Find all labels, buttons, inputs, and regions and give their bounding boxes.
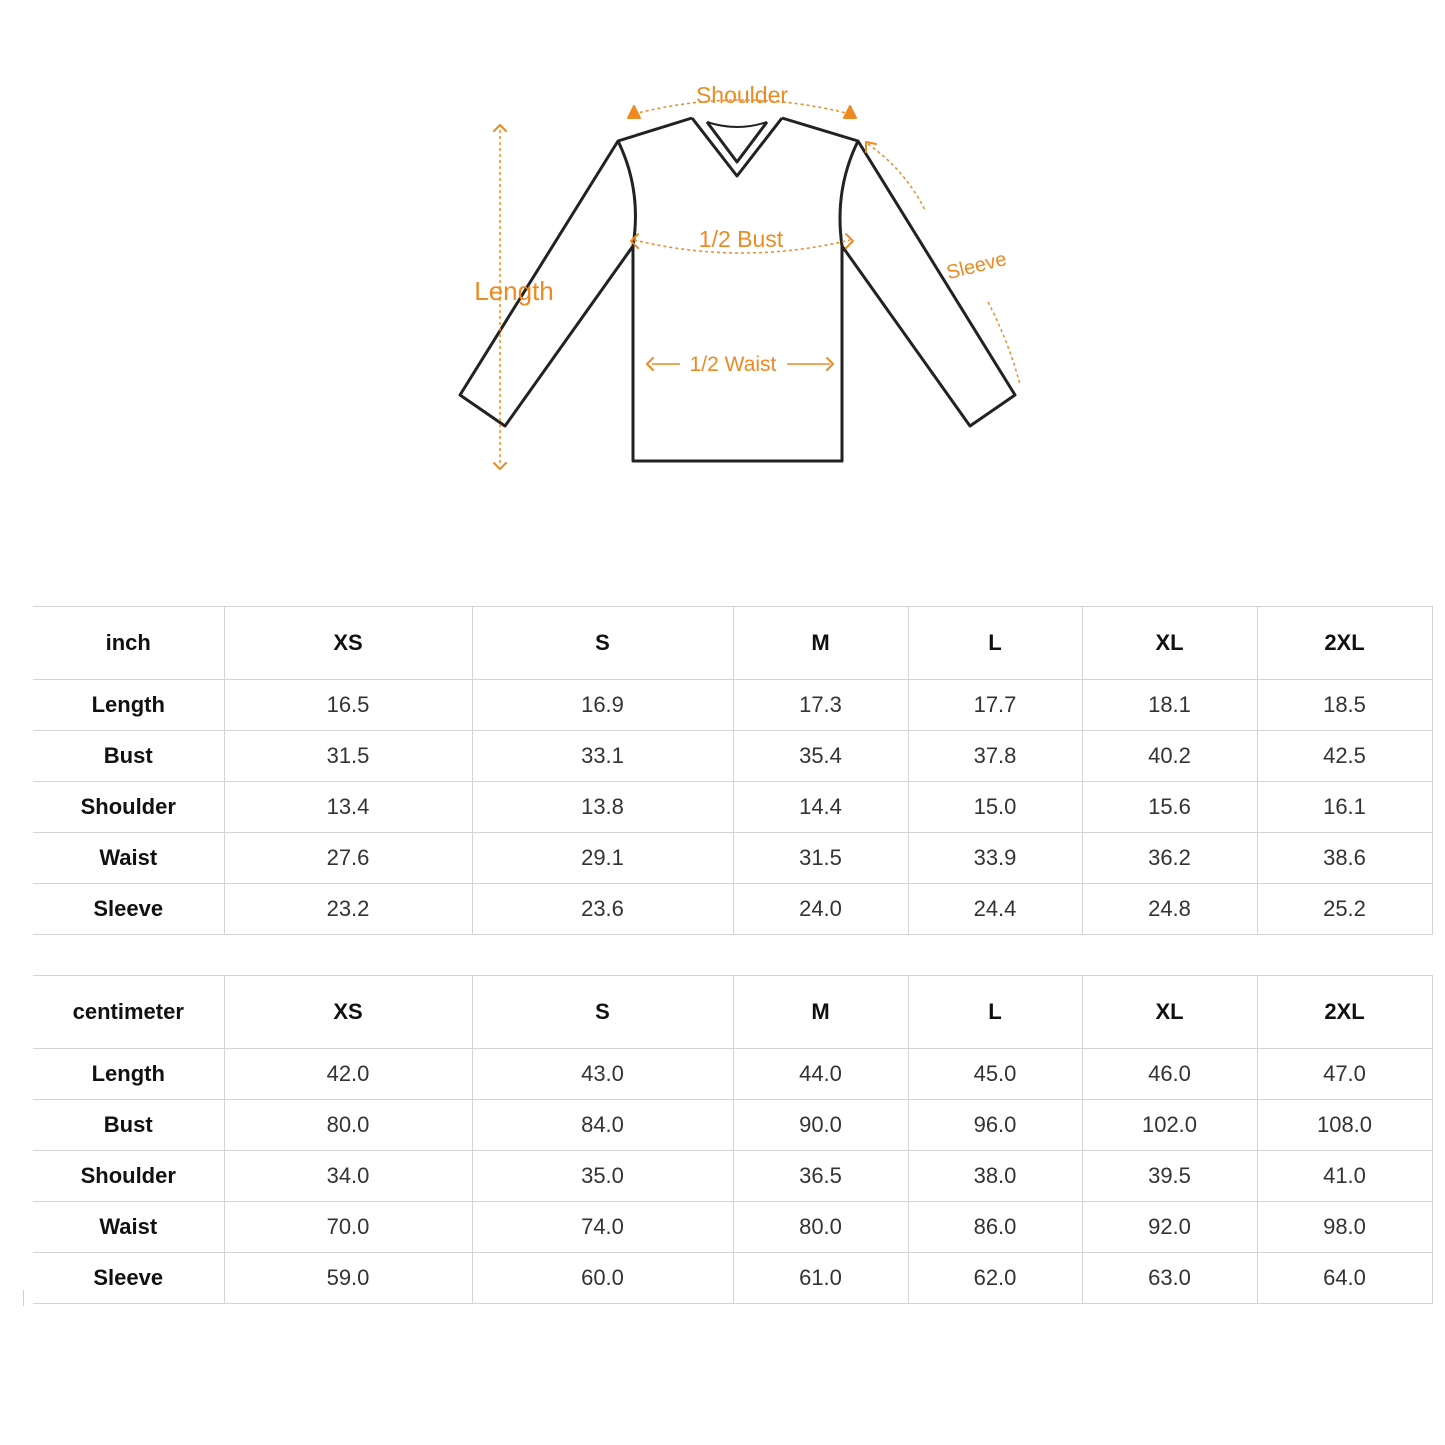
size-header: M	[733, 607, 908, 680]
table-cell: 31.5	[224, 731, 472, 782]
table-cell: 44.0	[733, 1049, 908, 1100]
label-sleeve: Sleeve	[944, 248, 1009, 285]
table-cell: 36.2	[1082, 833, 1257, 884]
table-cell: 34.0	[224, 1151, 472, 1202]
table-cell: 13.4	[224, 782, 472, 833]
table-row	[33, 1151, 1432, 1202]
shoulder-arrow-right-icon	[844, 106, 856, 118]
size-header: M	[733, 976, 908, 1049]
row-label: Sleeve	[33, 884, 224, 935]
table-cell: 25.2	[1257, 884, 1432, 935]
table-row	[33, 1202, 1432, 1253]
table-cell: 38.6	[1257, 833, 1432, 884]
label-half-bust: 1/2 Bust	[698, 226, 784, 252]
table-cell: 24.4	[908, 884, 1082, 935]
table-header-row	[33, 607, 1432, 680]
table-cell: 18.1	[1082, 680, 1257, 731]
length-arrow-down-icon	[494, 463, 506, 469]
table-header-row	[33, 976, 1432, 1049]
table-cell: 80.0	[224, 1100, 472, 1151]
size-header: XL	[1082, 607, 1257, 680]
table-cell: 70.0	[224, 1202, 472, 1253]
table-row	[33, 731, 1432, 782]
size-header: 2XL	[1257, 976, 1432, 1049]
size-header: S	[472, 976, 733, 1049]
table-cell: 23.6	[472, 884, 733, 935]
size-header: L	[908, 607, 1082, 680]
table-cell: 33.1	[472, 731, 733, 782]
table-cell: 45.0	[908, 1049, 1082, 1100]
table-cell: 16.9	[472, 680, 733, 731]
table-cell: 16.1	[1257, 782, 1432, 833]
table-cell: 42.0	[224, 1049, 472, 1100]
table-cell: 35.0	[472, 1151, 733, 1202]
row-label: Sleeve	[33, 1253, 224, 1304]
table-cell: 13.8	[472, 782, 733, 833]
table-row	[33, 1100, 1432, 1151]
table-cell: 90.0	[733, 1100, 908, 1151]
table-cell: 96.0	[908, 1100, 1082, 1151]
table-cell: 61.0	[733, 1253, 908, 1304]
table-row	[33, 833, 1432, 884]
table-cell: 33.9	[908, 833, 1082, 884]
table-cell: 17.7	[908, 680, 1082, 731]
table-cell: 42.5	[1257, 731, 1432, 782]
size-header: XL	[1082, 976, 1257, 1049]
bust-arrow-right-icon	[846, 234, 853, 248]
table-cell: 46.0	[1082, 1049, 1257, 1100]
garment-diagram	[0, 0, 1445, 560]
table-row	[33, 782, 1432, 833]
table-row	[33, 1049, 1432, 1100]
table-edge-divider	[23, 1290, 24, 1306]
table-cell: 31.5	[733, 833, 908, 884]
table-cell: 16.5	[224, 680, 472, 731]
row-label: Length	[33, 680, 224, 731]
row-label: Waist	[33, 1202, 224, 1253]
size-header: 2XL	[1257, 607, 1432, 680]
table-cell: 27.6	[224, 833, 472, 884]
row-label: Bust	[33, 731, 224, 782]
measurement-guides	[500, 100, 1020, 466]
table-cell: 17.3	[733, 680, 908, 731]
table-cell: 108.0	[1257, 1100, 1432, 1151]
unit-header: inch	[33, 607, 224, 680]
row-label: Shoulder	[33, 1151, 224, 1202]
table-cell: 15.6	[1082, 782, 1257, 833]
table-cell: 18.5	[1257, 680, 1432, 731]
label-shoulder: Shoulder	[695, 82, 789, 108]
table-cell: 63.0	[1082, 1253, 1257, 1304]
table-cell: 35.4	[733, 731, 908, 782]
table-cell: 102.0	[1082, 1100, 1257, 1151]
table-cell: 84.0	[472, 1100, 733, 1151]
table-cell: 60.0	[472, 1253, 733, 1304]
collar-back	[707, 122, 767, 127]
size-table-centimeter	[33, 975, 1433, 1304]
table-cell: 23.2	[224, 884, 472, 935]
table-cell: 15.0	[908, 782, 1082, 833]
label-length: Length	[474, 276, 554, 306]
row-label: Bust	[33, 1100, 224, 1151]
right-armhole	[840, 141, 858, 246]
table-cell: 29.1	[472, 833, 733, 884]
table-cell: 41.0	[1257, 1151, 1432, 1202]
sleeve-guide-line-top	[868, 144, 925, 210]
table-cell: 86.0	[908, 1202, 1082, 1253]
table-cell: 47.0	[1257, 1049, 1432, 1100]
row-label: Waist	[33, 833, 224, 884]
left-armhole	[618, 141, 635, 246]
row-label: Length	[33, 1049, 224, 1100]
table-cell: 38.0	[908, 1151, 1082, 1202]
table-cell: 40.2	[1082, 731, 1257, 782]
table-cell: 14.4	[733, 782, 908, 833]
size-header: XS	[224, 976, 472, 1049]
table-cell: 59.0	[224, 1253, 472, 1304]
sleeve-guide-line-bottom	[988, 302, 1020, 385]
shoulder-arrow-left-icon	[628, 106, 640, 118]
table-cell: 62.0	[908, 1253, 1082, 1304]
table-row	[33, 680, 1432, 731]
size-header: XS	[224, 607, 472, 680]
size-table-inch	[33, 606, 1433, 935]
table-cell: 36.5	[733, 1151, 908, 1202]
size-header: S	[472, 607, 733, 680]
table-cell: 39.5	[1082, 1151, 1257, 1202]
table-cell: 92.0	[1082, 1202, 1257, 1253]
table-cell: 24.0	[733, 884, 908, 935]
row-label: Shoulder	[33, 782, 224, 833]
table-cell: 74.0	[472, 1202, 733, 1253]
size-header: L	[908, 976, 1082, 1049]
table-cell: 37.8	[908, 731, 1082, 782]
table-row	[33, 884, 1432, 935]
table-cell: 43.0	[472, 1049, 733, 1100]
table-cell: 80.0	[733, 1202, 908, 1253]
table-cell: 64.0	[1257, 1253, 1432, 1304]
unit-header: centimeter	[33, 976, 224, 1049]
table-cell: 98.0	[1257, 1202, 1432, 1253]
label-half-waist: 1/2 Waist	[689, 353, 777, 376]
table-row	[33, 1253, 1432, 1304]
table-cell: 24.8	[1082, 884, 1257, 935]
sleeve-arrow-top-icon	[866, 142, 876, 152]
